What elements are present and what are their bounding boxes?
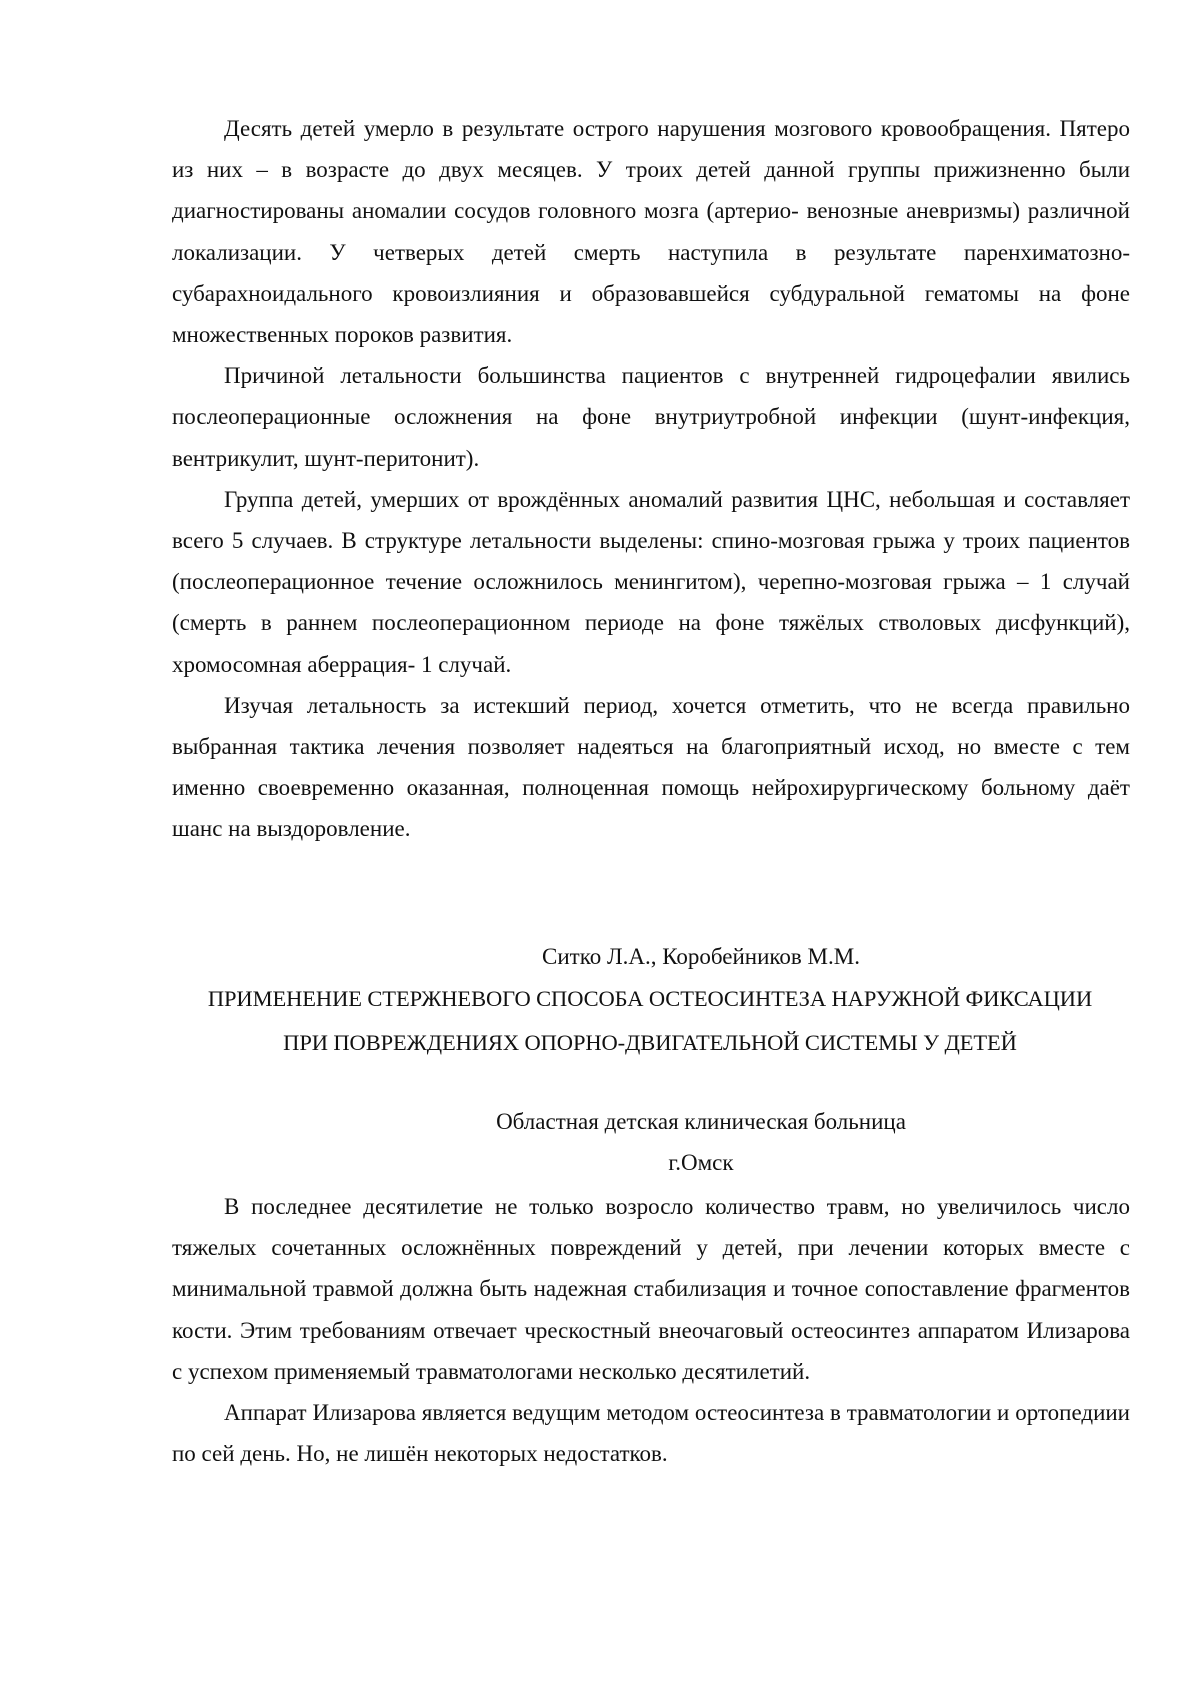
article-title: ПРИМЕНЕНИЕ СТЕРЖНЕВОГО СПОСОБА ОСТЕОСИНТЕЗА НАРУЖНОЙ ФИКСАЦИИ ПРИ ПОВРЕЖДЕНИЯХ ОПОРНО-ДВИГАТЕЛЬНОЙ СИСТЕМЫ У ДЕТЕЙ [207, 986, 1093, 1055]
article-authors: Ситко Л.А., Коробейников М.М. [542, 944, 860, 969]
article-institution: Областная детская клиническая больница [496, 1109, 906, 1134]
article-body [172, 1186, 1130, 1474]
article-city: г.Омск [668, 1150, 734, 1175]
paragraph: Группа детей, умерших от врождённых аномалий развития ЦНС, небольшая и составляет всего 5 случаев. В структуре летальности выделены: спино-мозговая грыжа у троих пациентов (послеоперационное течение осложнилось менингитом), черепно-мозговая грыжа – 1 случай (смерть в раннем послеоперационном периоде на фоне тяжёлых стволовых дисфункций), хромосомная аберрация- 1 случай. [172, 486, 1130, 677]
paragraph: В последнее десятилетие не только возросло количество травм, но увеличилось число тяжелых сочетанных осложнённых повреждений у детей, при лечении которых вместе с минимальной травмой должна быть надежная стабилизация и точное сопоставление фрагментов кости. Этим требованиям отвечает чрескостный внеочаговый остеосинтез аппаратом Илизарова с успехом применяемый травматологами несколько десятилетий. [172, 1194, 1130, 1384]
previous-article-conclusion [172, 108, 1130, 850]
paragraph: Аппарат Илизарова является ведущим методом остеосинтеза в травматологии и ортопедиии по сей день. Но, не лишён некоторых недостатков. [172, 1400, 1130, 1467]
paragraph: Изучая летальность за истекший период, хочется отметить, что не всегда правильно выбранная тактика лечения позволяет надеяться на благоприятный исход, но вместе с тем именно своевременно оказанная, полноценная помощь нейрохирургическому больному даёт шанс на выздоровление. [172, 692, 1130, 842]
paragraph: Причиной летальности большинства пациентов с внутренней гидроцефалии явились послеоперационные осложнения на фоне внутриутробной инфекции (шунт-инфекция, вентрикулит, шунт-перитонит). [172, 363, 1130, 471]
paragraph: Десять детей умерло в результате острого нарушения мозгового кровообращения. Пятеро из них – в возрасте до двух месяцев. У троих детей данной группы прижизненно были диагностированы аномалии сосудов головного мозга (артерио- венозные аневризмы) различной локализации. У четверых детей смерть наступила в результате паренхиматозно-субарахноидального кровоизлияния и образовавшейся субдуральной гематомы на фоне множественных пороков развития. [172, 116, 1130, 348]
